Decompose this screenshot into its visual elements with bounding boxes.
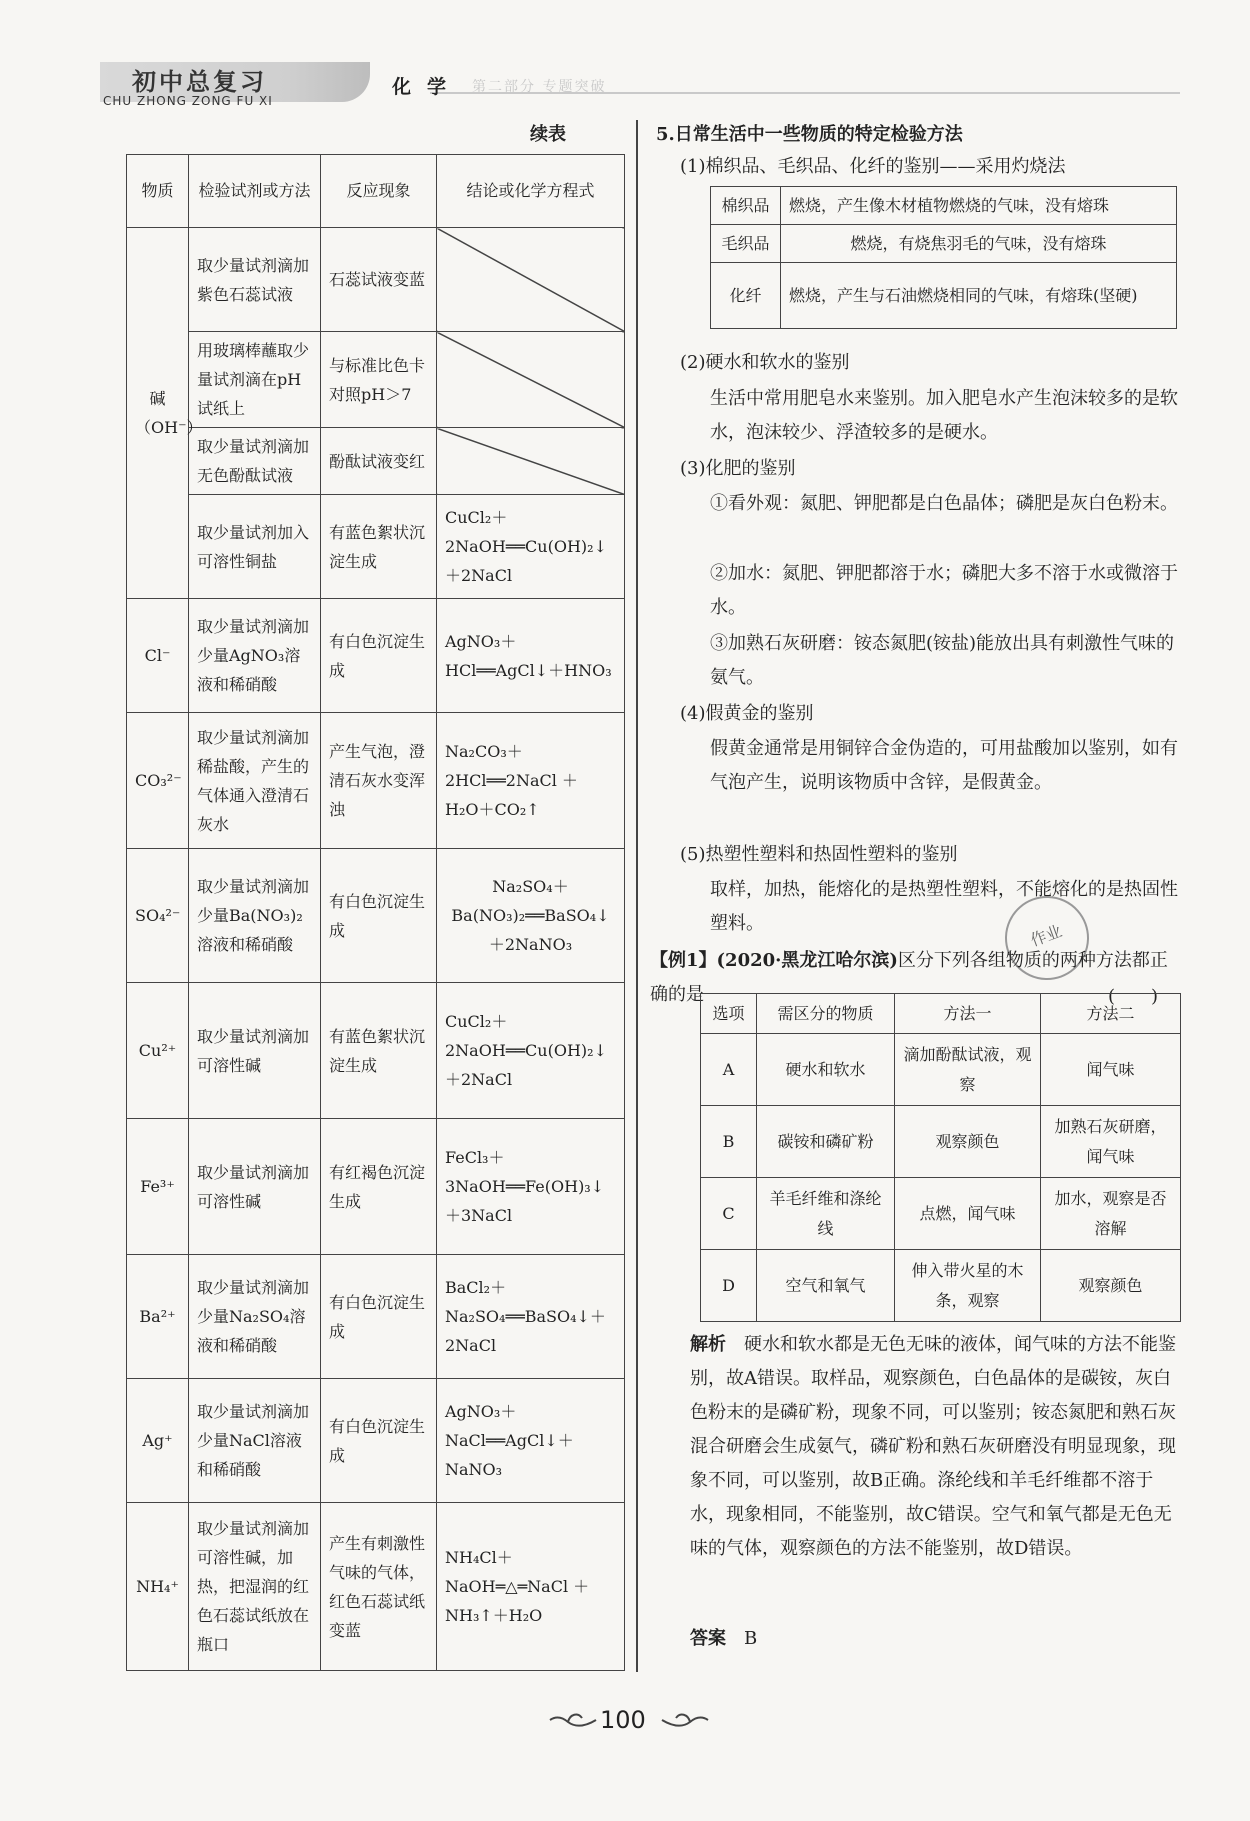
table-row bbox=[701, 1250, 1181, 1322]
method-cell: 取少量试剂滴加稀盐酸，产生的气体通入澄清石灰水 bbox=[189, 713, 321, 849]
table-row bbox=[127, 428, 625, 495]
equation-cell: FeCl₃＋3NaOH══Fe(OH)₃↓＋3NaCl bbox=[437, 1119, 625, 1255]
phenomenon-cell: 与标准比色卡对照pH＞7 bbox=[321, 332, 437, 428]
phenomenon-cell: 产生有刺激性气味的气体，红色石蕊试纸变蓝 bbox=[321, 1503, 437, 1671]
answer-blank: ( ) bbox=[1108, 986, 1159, 1007]
table-row bbox=[701, 1178, 1181, 1250]
table-row bbox=[701, 1106, 1181, 1178]
method-cell: 用玻璃棒蘸取少量试剂滴在pH试纸上 bbox=[189, 332, 321, 428]
table-row bbox=[711, 225, 1177, 263]
empty-diagonal-cell bbox=[437, 332, 625, 428]
answer-label: 答案 bbox=[690, 1628, 726, 1649]
method-two-cell: 观察颜色 bbox=[1041, 1250, 1181, 1322]
table-row bbox=[127, 228, 625, 332]
gold-subheading: (4)假黄金的鉴别 bbox=[680, 703, 814, 724]
water-subheading: (2)硬水和软水的鉴别 bbox=[680, 352, 850, 373]
option-cell: B bbox=[701, 1106, 757, 1178]
equation-cell: AgNO₃＋NaCl══AgCl↓＋NaNO₃ bbox=[437, 1379, 625, 1503]
substance-cell: Cl⁻ bbox=[127, 599, 189, 713]
table-row bbox=[127, 1503, 625, 1671]
method-two-cell: 加水，观察是否溶解 bbox=[1041, 1178, 1181, 1250]
table-row bbox=[701, 1034, 1181, 1106]
fiber-name-cell: 棉织品 bbox=[711, 187, 781, 225]
phenomenon-cell: 有白色沉淀生成 bbox=[321, 599, 437, 713]
method-one-cell: 伸入带火星的木条，观察 bbox=[895, 1250, 1041, 1322]
example-options-table bbox=[700, 993, 1181, 1322]
example-source: (2020·黑龙江哈尔滨) bbox=[716, 950, 898, 971]
method-cell: 取少量试剂滴加紫色石蕊试液 bbox=[189, 228, 321, 332]
substances-cell: 碳铵和磷矿粉 bbox=[757, 1106, 895, 1178]
fiber-desc-cell: 燃烧，有烧焦羽毛的气味，没有熔珠 bbox=[781, 225, 1177, 263]
empty-diagonal-cell bbox=[437, 428, 625, 495]
phenomenon-cell: 产生气泡，澄清石灰水变浑浊 bbox=[321, 713, 437, 849]
fertilizer-item: ③加熟石灰研磨：铵态氮肥(铵盐)能放出具有刺激性气味的氨气。 bbox=[710, 633, 1175, 688]
header-cell: 物质 bbox=[127, 155, 189, 228]
series-subtitle: CHU ZHONG ZONG FU XI bbox=[103, 94, 273, 108]
phenomenon-cell: 有蓝色絮状沉淀生成 bbox=[321, 983, 437, 1119]
table-row bbox=[127, 713, 625, 849]
fiber-name-cell: 毛织品 bbox=[711, 225, 781, 263]
equation-cell: AgNO₃＋HCl══AgCl↓＋HNO₃ bbox=[437, 599, 625, 713]
phenomenon-cell: 有白色沉淀生成 bbox=[321, 1255, 437, 1379]
substance-cell: Ag⁺ bbox=[127, 1379, 189, 1503]
fiber-desc-cell: 燃烧，产生与石油燃烧相同的气味，有熔珠(坚硬) bbox=[781, 263, 1177, 329]
example-text: 区分下列各组物质的两种方法都正确的是 bbox=[650, 950, 1168, 1005]
method-cell: 取少量试剂滴加可溶性碱 bbox=[189, 1119, 321, 1255]
column-divider bbox=[636, 120, 638, 1672]
method-cell: 取少量试剂滴加可溶性碱 bbox=[189, 983, 321, 1119]
plastic-subheading: (5)热塑性塑料和热固性塑料的鉴别 bbox=[680, 844, 958, 865]
method-one-cell: 观察颜色 bbox=[895, 1106, 1041, 1178]
header-cell: 检验试剂或方法 bbox=[189, 155, 321, 228]
right-ornament-icon bbox=[660, 1702, 710, 1739]
fiber-subheading: (1)棉织品、毛织品、化纤的鉴别——采用灼烧法 bbox=[680, 156, 1066, 177]
header-cell: 方法二 bbox=[1041, 994, 1181, 1034]
fiber-desc-cell: 燃烧，产生像木材植物燃烧的气味，没有熔珠 bbox=[781, 187, 1177, 225]
water-text: 生活中常用肥皂水来鉴别。加入肥皂水产生泡沫较多的是软水，泡沫较少、浮渣较多的是硬水。 bbox=[710, 388, 1178, 443]
series-title: 初中总复习 bbox=[132, 67, 267, 96]
table-row bbox=[127, 332, 625, 428]
table-header-row bbox=[701, 994, 1181, 1034]
analysis-block bbox=[690, 1328, 1176, 1566]
table-row bbox=[127, 599, 625, 713]
plastic-text: 取样，加热，能熔化的是热塑性塑料，不能熔化的是热固性塑料。 bbox=[710, 879, 1178, 934]
analysis-text: 硬水和软水都是无色无味的液体，闻气味的方法不能鉴别，故A错误。取样品，观察颜色，白色晶体的是碳铵，灰白色粉末的是磷矿粉，现象不同，可以鉴别；铵态氮肥和熟石灰混合研磨会生成氨气，磷矿粉和熟石灰研磨没有明显现象，现象不同，可以鉴别，故B正确。涤纶线和羊毛纤维都不溶于水，现象相同，不能鉴别，故C错误。空气和氧气都是无色无味的气体，观察颜色的方法不能鉴别，故D错误。 bbox=[690, 1334, 1176, 1559]
phenomenon-cell: 酚酞试液变红 bbox=[321, 428, 437, 495]
table-row bbox=[127, 849, 625, 983]
option-cell: A bbox=[701, 1034, 757, 1106]
phenomenon-cell: 有白色沉淀生成 bbox=[321, 1379, 437, 1503]
phenomenon-cell: 有白色沉淀生成 bbox=[321, 849, 437, 983]
method-cell: 取少量试剂加入可溶性铜盐 bbox=[189, 495, 321, 599]
substance-cell: Cu²⁺ bbox=[127, 983, 189, 1119]
faint-header-text: 第二部分 专题突破 bbox=[472, 79, 607, 95]
header-cell: 反应现象 bbox=[321, 155, 437, 228]
table-caption: 续表 bbox=[530, 124, 566, 145]
table-header-row bbox=[127, 155, 625, 228]
phenomenon-cell: 有红褐色沉淀生成 bbox=[321, 1119, 437, 1255]
answer-block bbox=[690, 1622, 757, 1656]
example-label: 【例1】 bbox=[650, 950, 717, 971]
ion-test-table bbox=[126, 154, 625, 1671]
left-ornament-icon bbox=[548, 1702, 598, 1739]
substance-cell: SO₄²⁻ bbox=[127, 849, 189, 983]
fiber-name-cell: 化纤 bbox=[711, 263, 781, 329]
table-row bbox=[127, 495, 625, 599]
phenomenon-cell: 有蓝色絮状沉淀生成 bbox=[321, 495, 437, 599]
table-row bbox=[127, 1379, 625, 1503]
equation-cell: CuCl₂＋2NaOH══Cu(OH)₂↓＋2NaCl bbox=[437, 495, 625, 599]
table-row bbox=[711, 187, 1177, 225]
analysis-label: 解析 bbox=[690, 1334, 726, 1355]
header-cell: 方法一 bbox=[895, 994, 1041, 1034]
page-number: 100 bbox=[600, 1706, 646, 1734]
method-cell: 取少量试剂滴加少量Ba(NO₃)₂溶液和稀硝酸 bbox=[189, 849, 321, 983]
method-one-cell: 滴加酚酞试液，观察 bbox=[895, 1034, 1041, 1106]
option-cell: D bbox=[701, 1250, 757, 1322]
substances-cell: 羊毛纤维和涤纶线 bbox=[757, 1178, 895, 1250]
section-heading: 5.日常生活中一些物质的特定检验方法 bbox=[656, 124, 963, 145]
header-cell: 结论或化学方程式 bbox=[437, 155, 625, 228]
method-two-cell: 闻气味 bbox=[1041, 1034, 1181, 1106]
subject-label: 化学 bbox=[392, 76, 463, 98]
substances-cell: 硬水和软水 bbox=[757, 1034, 895, 1106]
answer-value: B bbox=[744, 1628, 758, 1649]
table-row bbox=[711, 263, 1177, 329]
method-two-cell: 加熟石灰研磨，闻气味 bbox=[1041, 1106, 1181, 1178]
header-cell: 需区分的物质 bbox=[757, 994, 895, 1034]
substance-cell: CO₃²⁻ bbox=[127, 713, 189, 849]
homework-stamp: 作业 bbox=[993, 884, 1101, 992]
substances-cell: 空气和氧气 bbox=[757, 1250, 895, 1322]
substance-cell: NH₄⁺ bbox=[127, 1503, 189, 1671]
substance-cell: Ba²⁺ bbox=[127, 1255, 189, 1379]
method-cell: 取少量试剂滴加少量NaCl溶液和稀硝酸 bbox=[189, 1379, 321, 1503]
equation-cell: BaCl₂＋Na₂SO₄══BaSO₄↓＋2NaCl bbox=[437, 1255, 625, 1379]
option-cell: C bbox=[701, 1178, 757, 1250]
equation-cell: NH₄Cl＋NaOH═△═NaCl ＋ NH₃↑＋H₂O bbox=[437, 1503, 625, 1671]
substance-cell: 碱（OH⁻） bbox=[127, 228, 189, 599]
equation-cell: Na₂CO₃＋2HCl══2NaCl ＋ H₂O＋CO₂↑ bbox=[437, 713, 625, 849]
header-cell: 选项 bbox=[701, 994, 757, 1034]
method-cell: 取少量试剂滴加少量Na₂SO₄溶液和稀硝酸 bbox=[189, 1255, 321, 1379]
method-cell: 取少量试剂滴加无色酚酞试液 bbox=[189, 428, 321, 495]
table-row bbox=[127, 1119, 625, 1255]
fertilizer-item: ②加水：氮肥、钾肥都溶于水；磷肥大多不溶于水或微溶于水。 bbox=[710, 563, 1178, 618]
equation-cell: CuCl₂＋2NaOH══Cu(OH)₂↓＋2NaCl bbox=[437, 983, 625, 1119]
method-cell: 取少量试剂滴加少量AgNO₃溶液和稀硝酸 bbox=[189, 599, 321, 713]
fertilizer-subheading: (3)化肥的鉴别 bbox=[680, 458, 796, 479]
fiber-table bbox=[710, 186, 1177, 329]
gold-text: 假黄金通常是用铜锌合金伪造的，可用盐酸加以鉴别，如有气泡产生，说明该物质中含锌，是假黄金。 bbox=[710, 738, 1178, 793]
method-cell: 取少量试剂滴加可溶性碱，加热，把湿润的红色石蕊试纸放在瓶口 bbox=[189, 1503, 321, 1671]
substance-cell: Fe³⁺ bbox=[127, 1119, 189, 1255]
equation-cell: Na₂SO₄＋Ba(NO₃)₂══BaSO₄↓＋2NaNO₃ bbox=[437, 849, 625, 983]
phenomenon-cell: 石蕊试液变蓝 bbox=[321, 228, 437, 332]
fertilizer-item: ①看外观：氮肥、钾肥都是白色晶体；磷肥是灰白色粉末。 bbox=[710, 493, 1178, 514]
table-row bbox=[127, 1255, 625, 1379]
empty-diagonal-cell bbox=[437, 228, 625, 332]
method-one-cell: 点燃，闻气味 bbox=[895, 1178, 1041, 1250]
table-row bbox=[127, 983, 625, 1119]
